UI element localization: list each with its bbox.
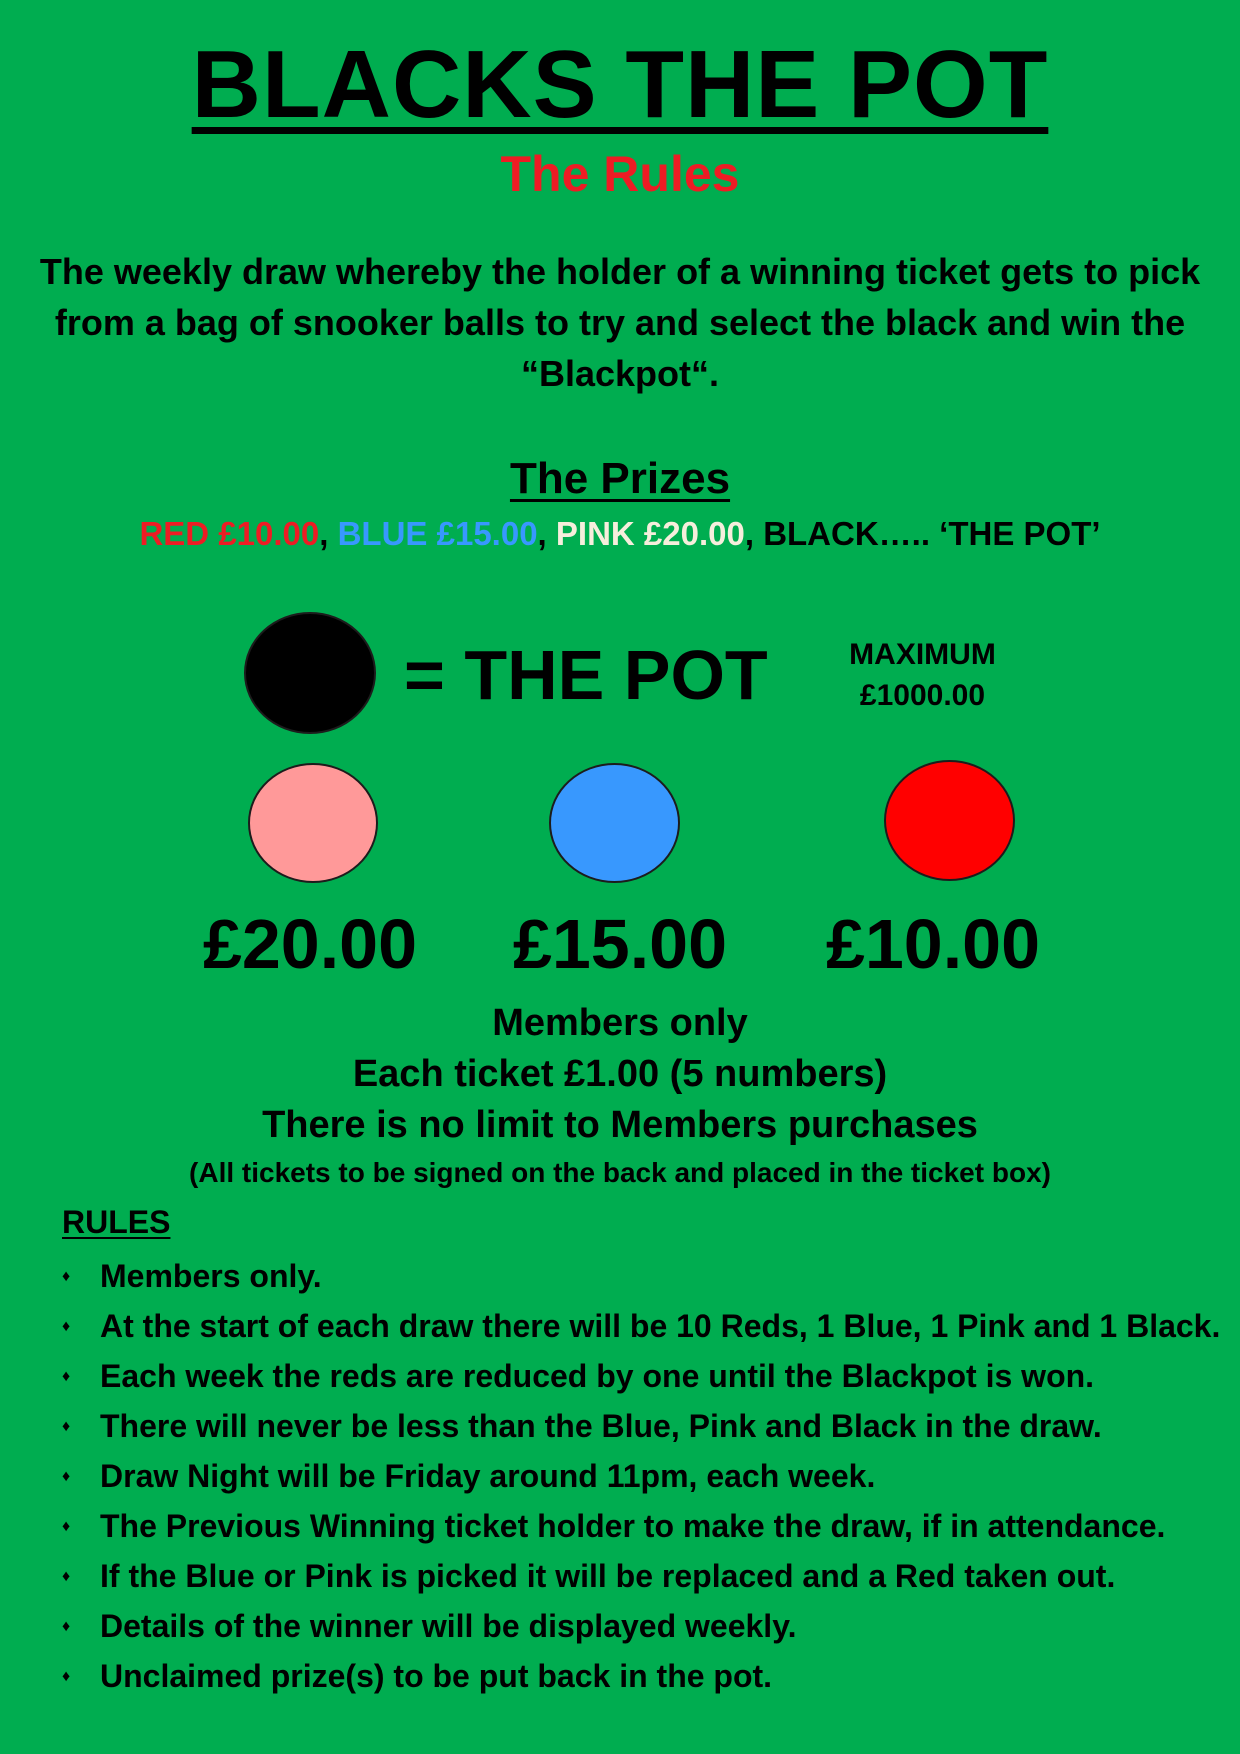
pink-prize-amount: £20.00	[202, 905, 418, 983]
page-subtitle: The Rules	[500, 146, 740, 202]
red-ball-icon	[884, 760, 1015, 881]
rule-item: ♦ Members only.	[62, 1253, 1222, 1300]
rules-list	[62, 1253, 1222, 1703]
prize-separator: ,	[319, 515, 338, 552]
prize-pink-amount: £20.00	[643, 515, 745, 552]
the-pot-label: = THE POT	[404, 636, 768, 714]
ticket-price-text: Each ticket £1.00 (5 numbers)	[352, 1053, 888, 1095]
diamond-bullet-icon: ♦	[62, 1268, 71, 1285]
prize-pink-label: PINK	[555, 515, 635, 552]
diamond-bullet-icon: ♦	[62, 1668, 71, 1685]
signed-note: (All tickets to be signed on the back and placed in the ticket box)	[189, 1157, 1051, 1188]
black-ball-icon	[244, 612, 376, 734]
rule-item: ♦ The Previous Winning ticket holder to make the draw, if in attendance.	[62, 1503, 1222, 1550]
maximum-prize	[800, 634, 1045, 716]
diamond-bullet-icon: ♦	[62, 1368, 71, 1385]
prize-red-amount: £10.00	[218, 515, 320, 552]
rule-item: ♦ Unclaimed prize(s) to be put back in the pot.	[62, 1653, 1222, 1700]
maximum-amount: £1000.00	[859, 679, 986, 712]
rule-item: ♦ At the start of each draw there will be 10 Reds, 1 Blue, 1 Pink and 1 Black.	[62, 1303, 1222, 1350]
rule-item: ♦ Each week the reds are reduced by one until the Blackpot is won.	[62, 1353, 1222, 1400]
blue-ball-icon	[549, 763, 680, 883]
intro-text: The weekly draw whereby the holder of a winning ticket gets to pick from a bag of snooker balls to try and select the black and win the “Blackpot“.	[39, 251, 1201, 394]
diamond-bullet-icon: ♦	[62, 1418, 71, 1435]
red-prize-amount: £10.00	[825, 905, 1041, 983]
prizes-line	[0, 512, 1240, 556]
rule-item: ♦ Draw Night will be Friday around 11pm, each week.	[62, 1453, 1222, 1500]
diamond-bullet-icon: ♦	[62, 1568, 71, 1585]
members-only-text: Members only	[492, 1002, 748, 1044]
prize-separator: ,	[537, 515, 556, 552]
diamond-bullet-icon: ♦	[62, 1468, 71, 1485]
prize-black-label: BLACK….. ‘THE POT’	[763, 515, 1101, 552]
prize-blue-amount: £15.00	[436, 515, 538, 552]
pink-ball-icon	[248, 763, 378, 883]
rule-item: ♦ If the Blue or Pink is picked it will be replaced and a Red taken out.	[62, 1553, 1222, 1600]
diamond-bullet-icon: ♦	[62, 1318, 71, 1335]
rule-item: ♦ There will never be less than the Blue, Pink and Black in the draw.	[62, 1403, 1222, 1450]
maximum-label: MAXIMUM	[849, 638, 996, 671]
prize-blue-label: BLUE	[337, 515, 428, 552]
page-title: BLACKS THE POT	[191, 31, 1049, 138]
rule-item: ♦ Details of the winner will be displayed weekly.	[62, 1603, 1222, 1650]
diamond-bullet-icon: ♦	[62, 1618, 71, 1635]
prizes-heading: The Prizes	[509, 454, 731, 503]
prize-red-label: RED	[139, 515, 210, 552]
rules-heading: RULES	[62, 1204, 171, 1240]
no-limit-text: There is no limit to Members purchases	[262, 1104, 978, 1146]
prize-separator: ,	[744, 515, 764, 552]
diamond-bullet-icon: ♦	[62, 1518, 71, 1535]
blue-prize-amount: £15.00	[512, 905, 728, 983]
